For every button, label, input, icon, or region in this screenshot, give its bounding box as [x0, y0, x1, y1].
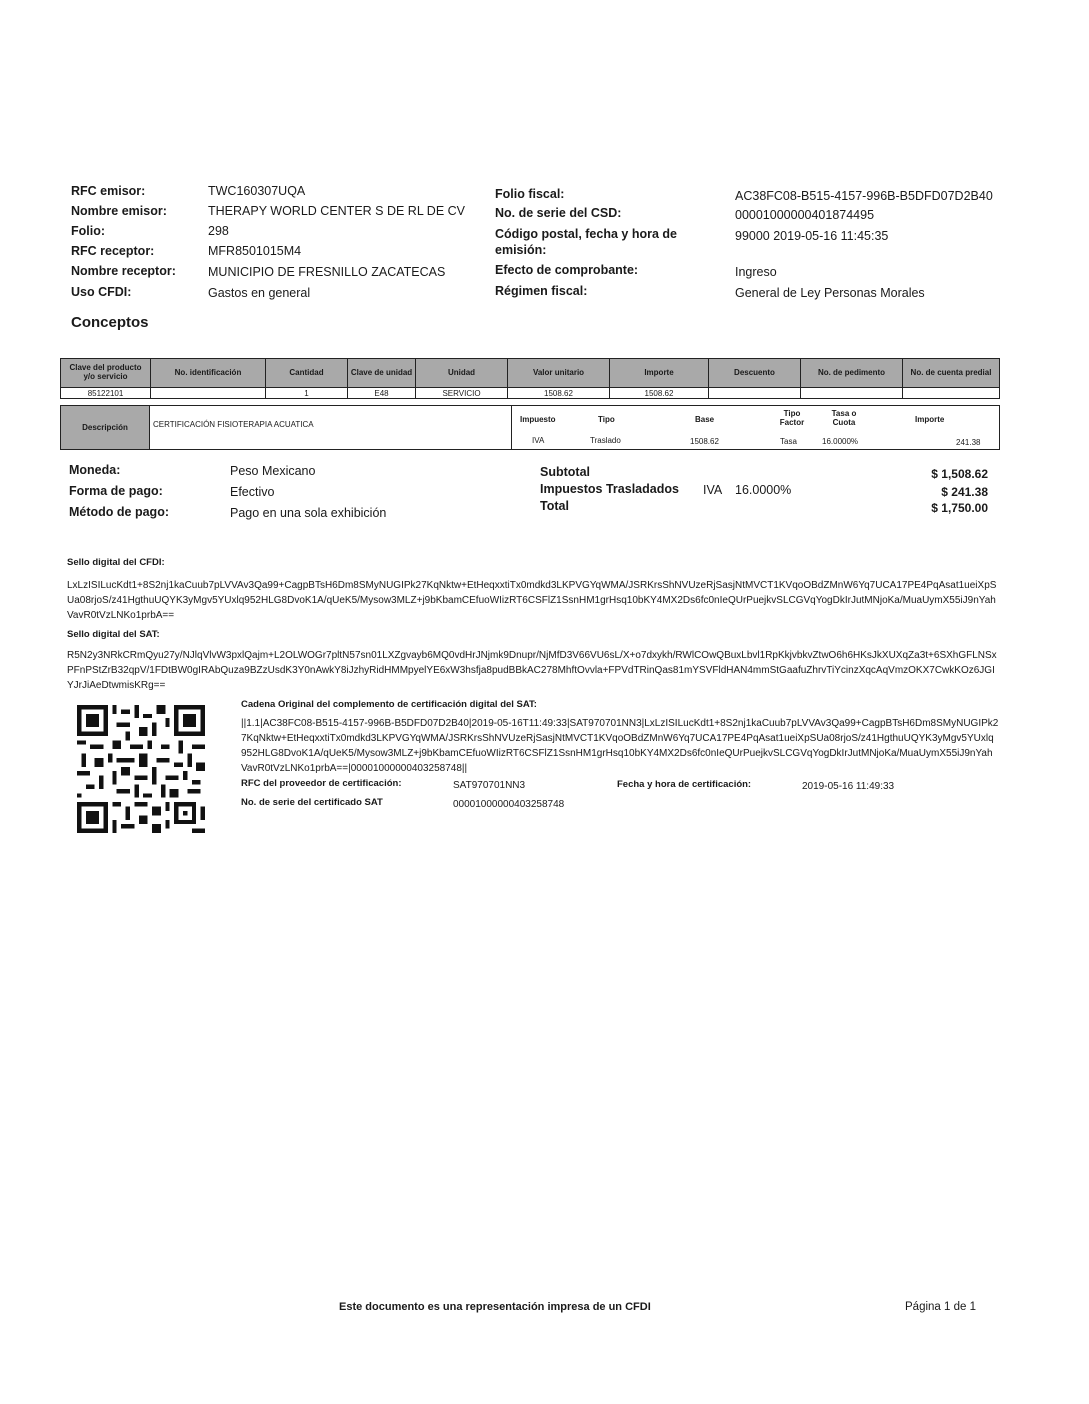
cell-pedimento	[801, 388, 903, 399]
cadena-original-value: ||1.1|AC38FC08-B515-4157-996B-B5DFD07D2B40|2019-05-16T11:49:33|SAT970701NN3|LxLzISILucKdt1+8S2nj1kaCuub7pLVVAv3Qa99+CagpBTsH6Dm8SMyNUGIPk27KqNktw+EtHeqxxtiTx0mdkd3LKPVGYqWMA/JSRKrsShNVUzeRjSasjNtMVCT1KVqoOBdZMnW6Yq7UCA17PE4PqAsat1ueiXpSUa08rjoS/z41HgthuUQYK3yMgv5YUxlq952HLG8DvoK1A/qUeK5/Mysow3MLZ+j9bKbamCEfuoWIizRT6CSFlZ1SsnHM1grHsq10bKY4MX2Ds6fc0nIeQUrPuejkvSLCGVqYogDkIrJutMNjoKa/MuaUymX55iJ9nYahVavR0tVzLNKo1prbA==|00001000000403258748||	[241, 718, 999, 774]
total-value: $ 1,750.00	[931, 501, 988, 515]
rfc-receptor-value: MFR8501015M4	[208, 244, 302, 258]
sello-cfdi-title: Sello digital del CFDI:	[67, 557, 165, 568]
col-pedimento: No. de pedimento	[801, 359, 903, 388]
table-row	[61, 388, 1000, 399]
tax-head-tasa-cuota: Tasa o Cuota	[831, 409, 857, 427]
subtotal-label: Subtotal	[540, 465, 590, 479]
uso-cfdi-label: Uso CFDI:	[71, 285, 132, 299]
descripcion-row	[60, 405, 512, 450]
nombre-receptor-value: MUNICIPIO DE FRESNILLO ZACATECAS	[208, 265, 446, 279]
codigo-postal-label: Código postal, fecha y hora de	[495, 227, 677, 241]
col-importe: Importe	[610, 359, 709, 388]
rfc-emisor-label: RFC emisor:	[71, 184, 146, 198]
impuestos-value: $ 241.38	[941, 485, 988, 499]
col-cantidad: Cantidad	[266, 359, 348, 388]
forma-pago-value: Efectivo	[230, 485, 275, 499]
folio-fiscal-value: AC38FC08-B515-4157-996B-B5DFD07D2B40	[735, 189, 993, 203]
col-cuenta-predial: No. de cuenta predial	[903, 359, 1000, 388]
moneda-value: Peso Mexicano	[230, 464, 316, 478]
metodo-pago-label: Método de pago:	[69, 505, 169, 519]
cell-cantidad: 1	[266, 388, 348, 399]
impuestos-trasladados-label: Impuestos Trasladados	[540, 482, 679, 496]
cell-descuento	[709, 388, 801, 399]
col-descuento: Descuento	[709, 359, 801, 388]
uso-cfdi-value: Gastos en general	[208, 286, 311, 300]
rfc-receptor-label: RFC receptor:	[71, 244, 155, 258]
descripcion-value: CERTIFICACIÓN FISIOTERAPIA ACUATICA	[153, 420, 314, 429]
proveedor-value: SAT970701NN3	[453, 780, 526, 791]
codigo-postal-value: 99000 2019-05-16 11:45:35	[735, 229, 889, 243]
cell-unidad: SERVICIO	[416, 388, 508, 399]
subtotal-value: $ 1,508.62	[931, 467, 988, 481]
codigo-postal-label-2: emisión:	[495, 243, 547, 257]
footer-note: Este documento es una representación impresa de un CFDI	[339, 1301, 651, 1313]
cell-identificacion	[151, 388, 266, 399]
sello-cfdi-value: LxLzISILucKdt1+8S2nj1kaCuub7pLVVAv3Qa99+CagpBTsH6Dm8SMyNUGIPk27KqNktw+EtHeqxxtiTx0mdkd3LKPVGYqWMA/JSRKrsShNVUzeRjSasjNtMVCT1KVqoOBdZMnW6Yq7UCA17PE4PqAsat1ueiXpSUa08rjoS/z41HgthuUQYK3yMgv5YUxlq952HLG8DvoK1A/qUeK5/Mysow3MLZ+j9bKbamCEfuoWIizRT6CSFlZ1SsnHM1grHsq10bKY4MX2Ds6fc0nIeQUrPuejkvSLCGVqYogDkIrJutMNjoKa/MuaUymX55iJ9nYahVavR0tVzLNKo1prbA==	[67, 580, 997, 621]
impuestos-box	[510, 405, 1000, 450]
forma-pago-label: Forma de pago:	[69, 484, 163, 498]
tax-tipo-factor: Tasa	[780, 437, 797, 446]
fecha-certificacion-value: 2019-05-16 11:49:33	[802, 781, 895, 792]
serie-certificado-value: 00001000000403258748	[453, 799, 565, 810]
cadena-original-title: Cadena Original del complemento de certificación digital del SAT:	[241, 699, 537, 710]
sello-sat-value: R5N2y3NRkCRmQyu27y/NJlqVlvW3pxlQajm+L2OLWOGr7pltN57sn01LXZgvayb6MQ0vdHrJNjmk9Dnupr/NjMfD3V66VU6sL/X+o7dxykh/RWlCOwQBuxLbvl1RpKkjvbkvZtwO6h6HKsJkXUXqZa3t+6SXhGFLNSxPFnPStZrB32qpV/1FDtBW0gIRAbQuza9BZzUsdK3Y0nAwkY8iJzhyRidHMMpyelYE6xW3hsfja8pudBBkAC278MhftOvvla+FPVdTRinQas81mYSVFldHAN4mmStGaafuZhrvTiYcinzXqcAqVmzOKX7CwkKOz6JGIYJrJiAeDtwmisKRg==	[67, 650, 997, 691]
cell-importe: 1508.62	[610, 388, 709, 399]
impuestos-tasa: 16.0000%	[735, 483, 792, 497]
cell-cuenta-predial	[903, 388, 1000, 399]
regimen-value: General de Ley Personas Morales	[735, 286, 925, 300]
descripcion-label: Descripción	[61, 406, 150, 449]
cell-valor-unitario: 1508.62	[508, 388, 610, 399]
tax-tasa-cuota: 16.0000%	[822, 437, 859, 446]
serie-certificado-label: No. de serie del certificado SAT	[241, 797, 383, 808]
moneda-label: Moneda:	[69, 463, 121, 477]
folio-label: Folio:	[71, 224, 106, 238]
col-clave: Clave del producto y/o servicio	[61, 359, 151, 388]
efecto-label: Efecto de comprobante:	[495, 263, 639, 277]
col-unidad: Unidad	[416, 359, 508, 388]
serie-csd-value: 00001000000401874495	[735, 208, 875, 222]
col-clave-unidad: Clave de unidad	[348, 359, 416, 388]
proveedor-label: RFC del proveedor de certificación:	[241, 778, 402, 789]
fecha-certificacion-label: Fecha y hora de certificación:	[617, 779, 752, 790]
page-number: Página 1 de 1	[905, 1301, 976, 1313]
table-header-row	[61, 359, 1000, 388]
folio-fiscal-label: Folio fiscal:	[495, 187, 565, 201]
conceptos-title: Conceptos	[71, 314, 149, 331]
col-identificacion: No. identificación	[151, 359, 266, 388]
nombre-receptor-label: Nombre receptor:	[71, 264, 176, 278]
tax-head-base: Base	[695, 415, 715, 424]
serie-csd-label: No. de serie del CSD:	[495, 206, 622, 220]
tax-head-tipo-factor: Tipo Factor	[779, 409, 805, 427]
impuestos-tipo: IVA	[703, 483, 723, 497]
cell-clave: 85122101	[61, 388, 151, 399]
tax-tipo: Traslado	[590, 436, 621, 445]
tax-head-tipo: Tipo	[598, 415, 615, 424]
tax-impuesto: IVA	[532, 436, 545, 445]
total-label: Total	[540, 499, 569, 513]
tax-base: 1508.62	[690, 437, 719, 446]
rfc-emisor-value: TWC160307UQA	[208, 184, 306, 198]
folio-value: 298	[208, 224, 229, 238]
tax-head-impuesto: Impuesto	[520, 415, 556, 424]
conceptos-table	[60, 358, 1000, 399]
cell-clave-unidad: E48	[348, 388, 416, 399]
nombre-emisor-label: Nombre emisor:	[71, 204, 167, 218]
nombre-emisor-value: THERAPY WORLD CENTER S DE RL DE CV	[208, 204, 465, 218]
efecto-value: Ingreso	[735, 265, 777, 279]
qr-code-image	[77, 705, 205, 833]
metodo-pago-value: Pago en una sola exhibición	[230, 506, 387, 520]
col-valor-unitario: Valor unitario	[508, 359, 610, 388]
regimen-label: Régimen fiscal:	[495, 284, 588, 298]
tax-head-importe: Importe	[915, 415, 945, 424]
sello-sat-title: Sello digital del SAT:	[67, 629, 160, 640]
tax-importe: 241.38	[956, 438, 981, 447]
